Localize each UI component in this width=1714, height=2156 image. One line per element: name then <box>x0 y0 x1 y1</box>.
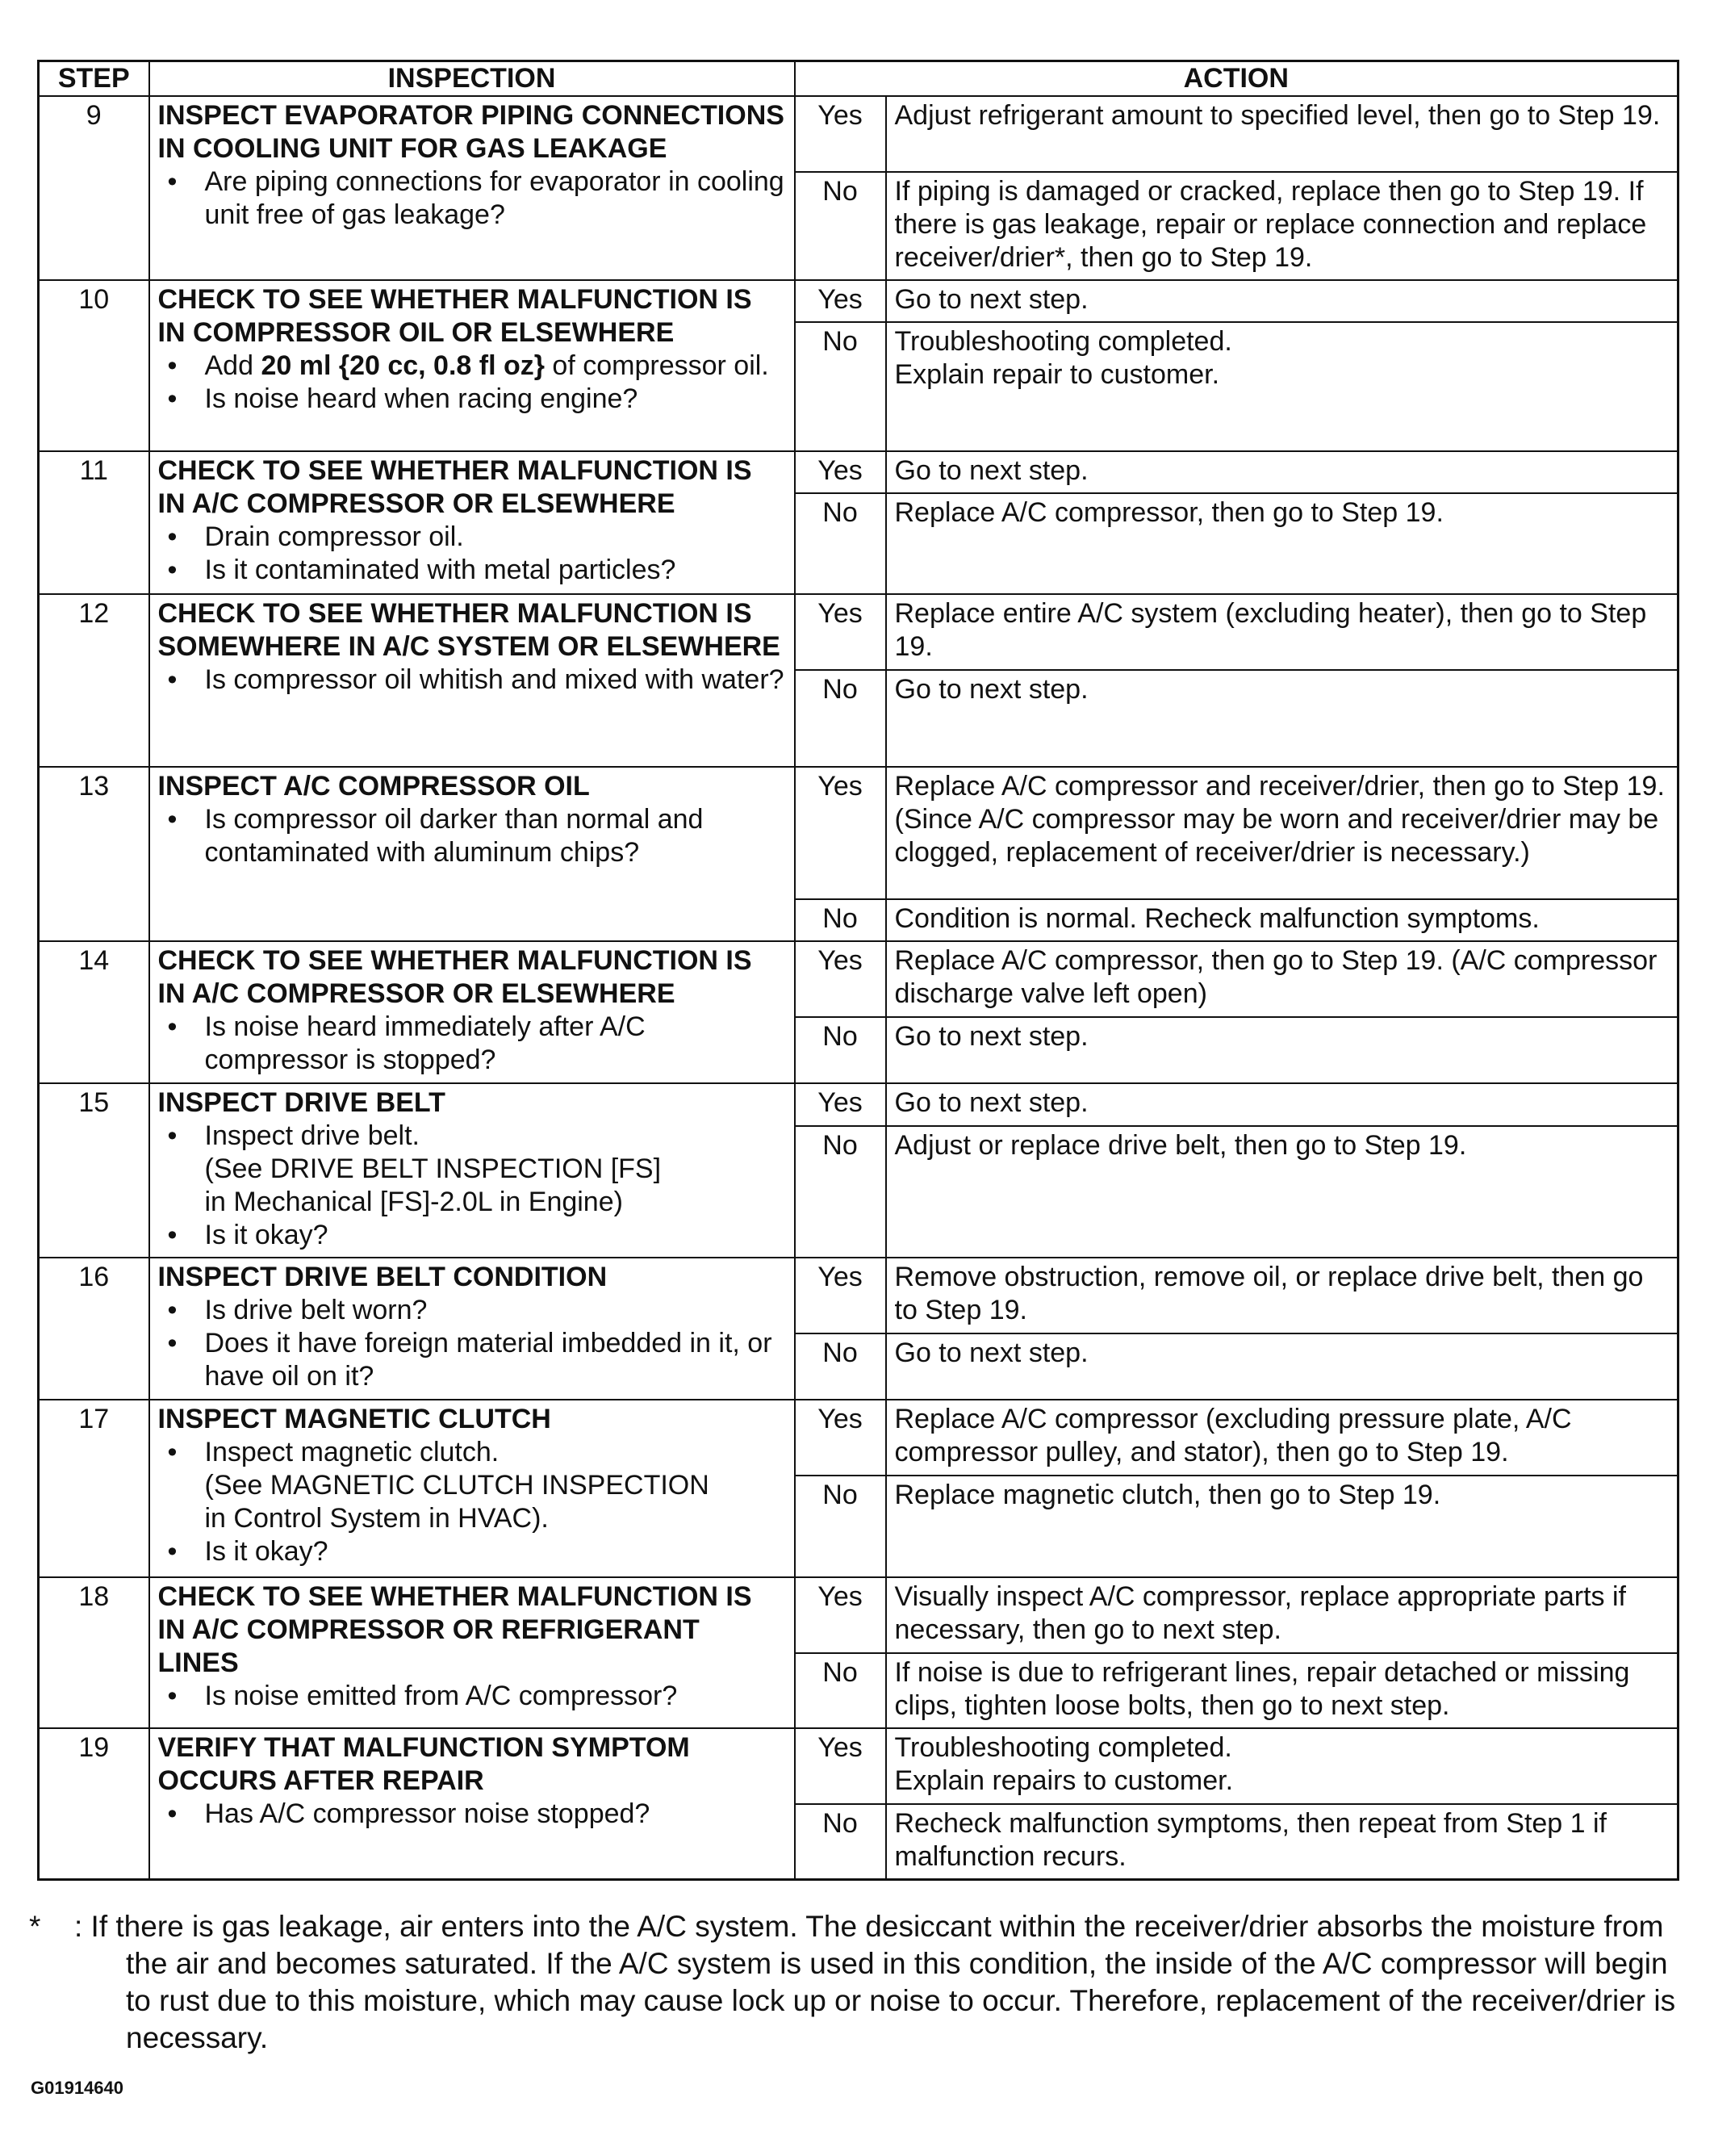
step-number: 15 <box>39 1083 149 1258</box>
bullet-item: • Does it have foreign material imbedded in it, or have oil on it? <box>205 1327 786 1393</box>
inspection-title: INSPECT EVAPORATOR PIPING CONNECTIONS IN COOLING UNIT FOR GAS LEAKAGE <box>157 100 784 164</box>
step-number: 13 <box>39 767 149 941</box>
bullet-item: • Drain compressor oil. <box>205 521 786 554</box>
answer-label: No <box>795 1333 886 1400</box>
answer-label: Yes <box>795 96 886 172</box>
action-text: If piping is damaged or cracked, replace then go to Step 19. If there is gas leakage, repair or replace connection and replace receiver/drier*, then go to Step 19. <box>894 176 1647 273</box>
action-text: Go to next step. <box>894 284 1089 315</box>
action-cell <box>886 172 1678 280</box>
action-text: Adjust refrigerant amount to specified level, then go to Step 19. <box>894 100 1661 131</box>
bullet-item: • Is drive belt worn? <box>205 1294 786 1327</box>
bullet-item: • Is compressor oil darker than normal and contaminated with aluminum chips? <box>205 803 786 869</box>
action-cell <box>886 1126 1678 1258</box>
action-cell <box>886 96 1678 172</box>
answer-label: No <box>795 1804 886 1880</box>
inspection-cell <box>149 96 795 280</box>
inspection-bullets <box>158 1798 786 1831</box>
action-text: Replace entire A/C system (excluding heater), then go to Step 19. <box>894 598 1647 662</box>
bullet-reference: in Mechanical [FS]-2.0L in Engine) <box>204 1187 623 1217</box>
troubleshooting-document <box>37 60 1677 1881</box>
inspection-cell <box>149 1083 795 1258</box>
action-text: Explain repairs to customer. <box>894 1765 1234 1796</box>
inspection-bullets <box>158 521 786 587</box>
inspection-bullets <box>158 1294 786 1393</box>
action-cell <box>886 322 1678 451</box>
bullet-item: • Is compressor oil whitish and mixed with water? <box>205 664 786 697</box>
inspection-bullets <box>158 664 786 697</box>
step-number: 17 <box>39 1400 149 1577</box>
table-header-row <box>39 61 1678 97</box>
action-cell <box>886 1577 1678 1653</box>
table-row <box>39 1083 1678 1126</box>
inspection-cell <box>149 1577 795 1728</box>
action-cell <box>886 1653 1678 1728</box>
inspection-bullets <box>158 1120 786 1252</box>
answer-label: Yes <box>795 1258 886 1333</box>
action-cell <box>886 1476 1678 1577</box>
action-text: Go to next step. <box>894 455 1089 486</box>
inspection-title: CHECK TO SEE WHETHER MALFUNCTION IS SOMEWHERE IN A/C SYSTEM OR ELSEWHERE <box>157 598 780 662</box>
action-cell <box>886 767 1678 899</box>
action-cell <box>886 1728 1678 1804</box>
inspection-title: CHECK TO SEE WHETHER MALFUNCTION IS IN A/C COMPRESSOR OR ELSEWHERE <box>157 455 752 519</box>
inspection-bullets <box>158 803 786 869</box>
answer-label: Yes <box>795 451 886 493</box>
bullet-item <box>205 1120 786 1219</box>
footnote-marker: * <box>29 1910 41 1943</box>
bullet-item <box>205 1436 786 1535</box>
action-cell <box>886 1083 1678 1126</box>
action-cell <box>886 1804 1678 1880</box>
table-row <box>39 594 1678 670</box>
action-text: Replace A/C compressor, then go to Step 19. (A/C compressor discharge valve left open) <box>894 945 1658 1009</box>
table-row <box>39 451 1678 493</box>
inspection-cell <box>149 1400 795 1577</box>
answer-label: Yes <box>795 280 886 322</box>
action-text: Troubleshooting completed. <box>894 1732 1232 1763</box>
bullet-item: • Are piping connections for evaporator in cooling unit free of gas leakage? <box>205 165 786 232</box>
bullet-item: • Is noise heard immediately after A/C compressor is stopped? <box>205 1011 786 1077</box>
action-cell <box>886 1017 1678 1083</box>
table-row <box>39 1577 1678 1653</box>
step-number: 18 <box>39 1577 149 1728</box>
action-text: Replace magnetic clutch, then go to Step 19. <box>894 1480 1441 1510</box>
action-text: If noise is due to refrigerant lines, repair detached or missing clips, tighten loose bolts, then go to next step. <box>894 1657 1630 1721</box>
table-row <box>39 767 1678 899</box>
answer-label: Yes <box>795 1400 886 1476</box>
inspection-bullets <box>158 1011 786 1077</box>
action-text: Replace A/C compressor, then go to Step 19. <box>894 497 1444 528</box>
answer-label: Yes <box>795 1577 886 1653</box>
action-text: Replace A/C compressor and receiver/drier, then go to Step 19. (Since A/C compressor may be worn and receiver/drier may be clogged, replacement of receiver/drier is necessary.) <box>894 771 1665 868</box>
figure-id: G01914640 <box>31 2078 123 2098</box>
action-cell <box>886 941 1678 1017</box>
action-text: Replace A/C compressor (excluding pressure plate, A/C compressor pulley, and stator), then go to Step 19. <box>894 1404 1572 1467</box>
table-row <box>39 280 1678 322</box>
answer-label: No <box>795 172 886 280</box>
step-number: 9 <box>39 96 149 280</box>
bullet-reference: (See MAGNETIC CLUTCH INSPECTION <box>204 1470 709 1501</box>
inspection-cell <box>149 1258 795 1400</box>
inspection-cell <box>149 451 795 594</box>
bullet-text: • Inspect drive belt. <box>204 1120 420 1151</box>
inspection-cell <box>149 594 795 767</box>
action-text: Troubleshooting completed. <box>894 326 1232 357</box>
table-row <box>39 1258 1678 1333</box>
step-number: 14 <box>39 941 149 1083</box>
action-cell <box>886 1333 1678 1400</box>
action-text: Condition is normal. Recheck malfunction symptoms. <box>894 903 1540 934</box>
action-text: Go to next step. <box>894 1087 1089 1118</box>
inspection-cell <box>149 767 795 941</box>
table-body <box>39 96 1678 1880</box>
step-number: 11 <box>39 451 149 594</box>
action-cell <box>886 493 1678 594</box>
inspection-title: VERIFY THAT MALFUNCTION SYMPTOM OCCURS AFTER REPAIR <box>157 1732 690 1796</box>
step-number: 10 <box>39 280 149 451</box>
inspection-bullets <box>158 350 786 416</box>
answer-label: No <box>795 1476 886 1577</box>
step-number: 12 <box>39 594 149 767</box>
bullet-text: of compressor oil. <box>544 350 769 381</box>
header-action: ACTION <box>795 61 1678 97</box>
inspection-title: INSPECT DRIVE BELT <box>157 1087 445 1118</box>
action-text: Visually inspect A/C compressor, replace appropriate parts if necessary, then go to next step. <box>894 1581 1626 1645</box>
answer-label: Yes <box>795 1728 886 1804</box>
answer-label: No <box>795 1126 886 1258</box>
inspection-bullets <box>158 1436 786 1568</box>
inspection-title: INSPECT DRIVE BELT CONDITION <box>157 1262 608 1292</box>
answer-label: No <box>795 322 886 451</box>
answer-label: No <box>795 1653 886 1728</box>
action-text: Adjust or replace drive belt, then go to Step 19. <box>894 1129 1467 1161</box>
bullet-item: • Has A/C compressor noise stopped? <box>205 1798 786 1831</box>
troubleshooting-table <box>37 60 1679 1881</box>
bullet-item: • Is it contaminated with metal particles? <box>205 554 786 587</box>
bullet-emphasis: 20 ml {20 cc, 0.8 fl oz} <box>261 350 545 381</box>
action-text: Explain repair to customer. <box>894 359 1220 390</box>
inspection-title: CHECK TO SEE WHETHER MALFUNCTION IS IN A/C COMPRESSOR OR REFRIGERANT LINES <box>157 1581 752 1678</box>
action-text: Go to next step. <box>894 674 1089 705</box>
answer-label: No <box>795 493 886 594</box>
table-row <box>39 1400 1678 1476</box>
table-row <box>39 96 1678 172</box>
action-cell <box>886 1400 1678 1476</box>
action-cell <box>886 1258 1678 1333</box>
answer-label: Yes <box>795 594 886 670</box>
action-cell <box>886 899 1678 941</box>
table-row <box>39 941 1678 1017</box>
inspection-cell <box>149 280 795 451</box>
bullet-item: • Is noise heard when racing engine? <box>205 383 786 416</box>
inspection-title: CHECK TO SEE WHETHER MALFUNCTION IS IN COMPRESSOR OIL OR ELSEWHERE <box>157 284 752 348</box>
action-text: Go to next step. <box>894 1021 1089 1052</box>
footnote-body: : If there is gas leakage, air enters into the A/C system. The desiccant within the receiver/drier absorbs the moisture from the air and becomes saturated. If the A/C system is used in this condition, the inside of the A/C compressor will begin to rust due to this moisture, which may cause lock up or noise to occur. Therefore, replacement of the receiver/drier is necessary. <box>74 1910 1676 2054</box>
inspection-bullets <box>158 1680 786 1713</box>
inspection-bullets <box>158 165 786 232</box>
inspection-title: INSPECT MAGNETIC CLUTCH <box>157 1404 551 1434</box>
step-number: 16 <box>39 1258 149 1400</box>
inspection-cell <box>149 1728 795 1880</box>
answer-label: No <box>795 670 886 767</box>
inspection-cell <box>149 941 795 1083</box>
footnote-text <box>74 1908 1683 2057</box>
bullet-text: • Inspect magnetic clutch. <box>204 1437 500 1467</box>
bullet-item <box>205 350 786 383</box>
answer-label: No <box>795 1017 886 1083</box>
answer-label: Yes <box>795 767 886 899</box>
bullet-item: • Is noise emitted from A/C compressor? <box>205 1680 786 1713</box>
action-cell <box>886 451 1678 493</box>
action-cell <box>886 670 1678 767</box>
answer-label: Yes <box>795 941 886 1017</box>
action-text: Remove obstruction, remove oil, or replace drive belt, then go to Step 19. <box>894 1262 1644 1325</box>
bullet-item: • Is it okay? <box>205 1535 786 1568</box>
table-row <box>39 1728 1678 1804</box>
bullet-reference: in Control System in HVAC). <box>204 1503 549 1534</box>
action-cell <box>886 280 1678 322</box>
answer-label: Yes <box>795 1083 886 1126</box>
inspection-title: INSPECT A/C COMPRESSOR OIL <box>157 771 590 802</box>
inspection-title: CHECK TO SEE WHETHER MALFUNCTION IS IN A/C COMPRESSOR OR ELSEWHERE <box>157 945 752 1009</box>
action-text: Go to next step. <box>894 1338 1089 1368</box>
bullet-text: Add <box>204 350 261 381</box>
header-inspection: INSPECTION <box>149 61 795 97</box>
action-text: Recheck malfunction symptoms, then repeat from Step 1 if malfunction recurs. <box>894 1808 1607 1872</box>
bullet-item: • Is it okay? <box>205 1219 786 1252</box>
step-number: 19 <box>39 1728 149 1880</box>
bullet-reference: (See DRIVE BELT INSPECTION [FS] <box>204 1153 662 1184</box>
header-step: STEP <box>39 61 149 97</box>
action-cell <box>886 594 1678 670</box>
answer-label: No <box>795 899 886 941</box>
